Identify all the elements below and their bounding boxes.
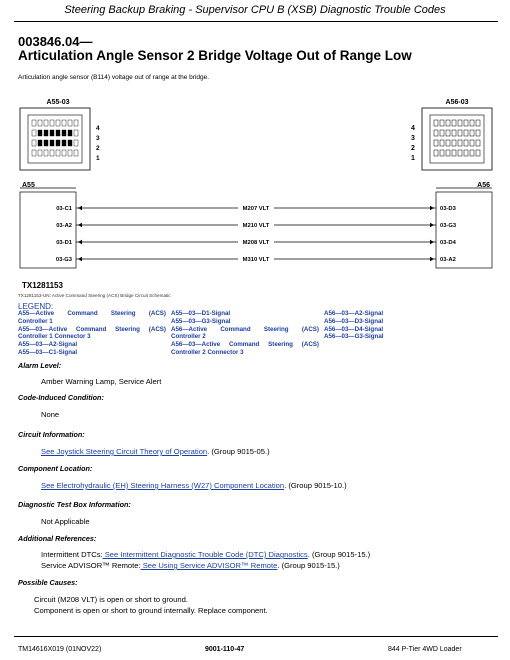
circuit-info-line [41,447,270,456]
references-line-1-prefix: Intermittent DTCs: [41,550,103,559]
left-pin-3: 3 [96,135,100,142]
circuit-wire [56,255,456,263]
wire-label: M207 VLT [242,206,270,213]
legend-col1-entry: Controller 1 [18,317,53,325]
condition-value: None [41,410,60,419]
footer-machine: 844 P-Tier 4WD Loader [388,646,462,653]
circuit-wires [56,204,457,263]
dtc-description: Articulation angle sensor (B114) voltage out of range at the bridge. [18,74,210,81]
component-location-suffix: . (Group 9015-10.) [284,481,347,490]
condition-heading: Code-Induced Condition: [18,393,104,402]
figure-id: TX1281153 [22,281,63,290]
legend-col3-entry: A56—03—D4-Signal [324,325,384,333]
right-pin-label: 03-G3 [440,223,457,230]
references-line-2 [41,561,340,570]
legend-col2-entry: A56—03—Active Command Steering (ACS) [171,341,319,349]
left-pin-2: 2 [96,145,100,152]
cause-line-1: Circuit (M208 VLT) is open or short to ground. [34,595,188,604]
legend-col1-entry: A55—03—A2-Signal [18,341,78,349]
right-pin-2: 2 [411,145,415,152]
wire-label: M210 VLT [242,223,270,230]
left-connector-label: A55-03 [46,99,70,106]
wire-label: M208 VLT [242,240,270,247]
right-pin-label: 03-A2 [440,257,456,264]
right-pin-label: 03-D4 [440,240,456,247]
left-block-label: A55 [22,182,35,189]
legend-col1-entry: A55—Active Command Steering (ACS) [18,310,166,317]
references-line-1 [41,550,370,559]
legend-col2-entry: Controller 2 [171,333,206,341]
references-heading: Additional References: [18,534,97,543]
legend-col3-entry: A56—03—A2-Signal [324,310,384,317]
alarm-level-value: Amber Warning Lamp, Service Alert [41,377,162,386]
circuit-info-suffix: . (Group 9015-05.) [207,447,270,456]
left-pin-1: 1 [96,155,100,162]
references-line-2-prefix: Service ADVISOR™ Remote: [41,561,141,570]
references-line-1-suffix: . (Group 9015-15.) [307,550,371,559]
service-advisor-link[interactable]: See Using Service ADVISOR™ Remote [140,561,278,570]
right-pin-3: 3 [411,135,415,142]
left-pin-label: 03-G3 [55,257,72,264]
left-pin-label: 03-D1 [56,240,72,247]
right-pin-label: 03-D3 [440,206,456,213]
circuit-wire [56,238,456,246]
right-pin-1: 1 [411,155,415,162]
legend-col3-entry: A56—03—D3-Signal [324,317,384,325]
references-line-2-suffix: . (Group 9015-15.) [277,561,340,570]
component-location-line [41,481,347,490]
test-box-value: Not Applicable [41,517,90,526]
footer-rule [14,636,498,637]
left-pin-label: 03-A2 [56,223,72,230]
footer-page-number: 9001-110-47 [205,646,245,653]
right-connector-body [422,108,492,170]
circuit-info-heading: Circuit Information: [18,430,85,439]
circuit-theory-link[interactable]: See Joystick Steering Circuit Theory of Operation [41,447,208,456]
component-location-link[interactable]: See Electrohydraulic (EH) Steering Harness (W27) Component Location [41,481,285,490]
legend-heading: LEGEND: [18,302,54,311]
legend-col1-entry: A55—03—C1-Signal [18,348,78,356]
component-location-heading: Component Location: [18,464,93,473]
header-rule [14,21,498,22]
legend-column-3 [324,310,444,341]
legend-col2-entry: Controller 2 Connector 3 [171,348,244,356]
legend-col2-entry: A56—Active Command Steering (ACS) [171,325,319,333]
cause-line-2: Component is open or short to ground internally. Replace component. [34,606,268,615]
legend-col3-entry: A56—03—G3-Signal [324,333,384,341]
dtc-title: Articulation Angle Sensor 2 Bridge Voltage Out of Range Low [18,48,412,63]
alarm-level-heading: Alarm Level: [18,361,62,370]
figure-caption: TX1281153-UN: Active Command Steering (ACS) Bridge Circuit Schematic [18,293,171,298]
right-connector-label: A56-03 [445,99,469,106]
circuit-wire [56,204,456,212]
legend-col1-entry: A55—03—Active Command Steering (ACS) [18,325,166,333]
dtc-code: 003846.04— [18,34,93,49]
test-box-heading: Diagnostic Test Box Information: [18,500,131,509]
left-pin-label: 03-C1 [56,206,72,213]
left-pin-4: 4 [96,125,100,132]
legend-col2-entry: A55—03—D1-Signal [171,310,231,317]
circuit-wire [56,221,457,229]
footer-manual-id: TM14616X019 (01NOV22) [18,646,102,653]
legend-col2-entry: A55—03—G3-Signal [171,317,231,325]
right-pin-4: 4 [411,125,415,132]
legend-column-2 [171,310,319,357]
possible-causes-heading: Possible Causes: [18,578,78,587]
legend-col1-entry: Controller 1 Connector 3 [18,333,91,341]
right-block-label: A56 [477,182,490,189]
left-connector-body [20,108,90,170]
document-header-title: Steering Backup Braking - Supervisor CPU B (XSB) Diagnostic Trouble Codes [64,4,446,16]
intermittent-dtc-link[interactable]: See Intermittent Diagnostic Trouble Code (DTC) Diagnostics [102,550,308,559]
wire-label: M310 VLT [242,257,270,264]
legend-column-1 [18,310,166,357]
circuit-schematic [14,92,498,282]
